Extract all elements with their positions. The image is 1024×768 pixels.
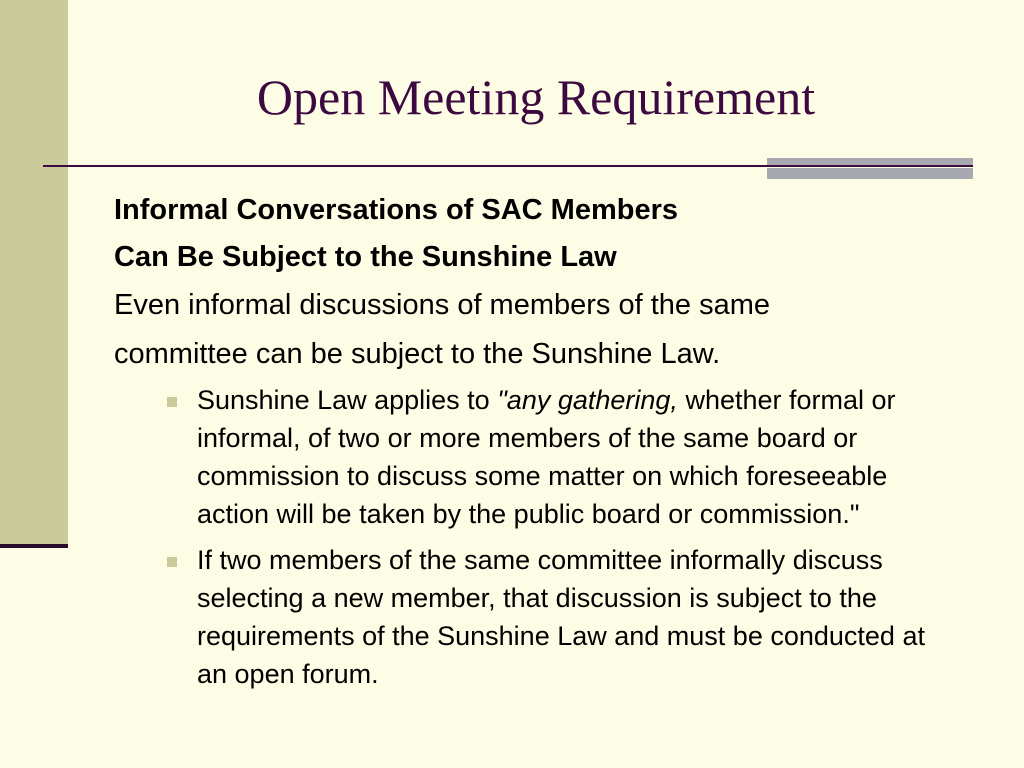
bullet-2-text: If two members of the same committee informally discuss selecting a new member, that discussion is subject to the requirements of the Sunshine Law and must be conducted at an open forum. — [197, 545, 925, 689]
bullet-1-text-start: Sunshine Law applies to — [197, 385, 498, 415]
bullet-1-quote: "any gathering, — [497, 385, 678, 415]
bullet-list — [114, 381, 974, 693]
bullet-item-2 — [114, 541, 957, 693]
bullet-item-1 — [114, 381, 957, 533]
accent-bar-top — [767, 158, 973, 165]
title-underline — [43, 165, 973, 167]
slide-title: Open Meeting Requirement — [256, 69, 816, 125]
heading-line-2: Can Be Subject to the Sunshine Law — [114, 241, 617, 273]
body-line-1: Even informal discussions of members of the same — [114, 289, 770, 321]
sidebar-rule — [0, 544, 68, 548]
accent-bar-bottom — [767, 168, 973, 179]
slide-content — [114, 187, 974, 701]
sidebar-decoration — [0, 0, 68, 548]
square-bullet-icon — [167, 557, 177, 567]
bullet-1-text-end: whether formal or informal, of two or more members of the same board or commission to discuss some matter on which foreseeable action will be taken by the public board or commission." — [197, 385, 896, 529]
heading-line-1: Informal Conversations of SAC Members — [114, 194, 678, 226]
square-bullet-icon — [167, 397, 177, 407]
body-line-2: committee can be subject to the Sunshine Law. — [114, 338, 721, 370]
